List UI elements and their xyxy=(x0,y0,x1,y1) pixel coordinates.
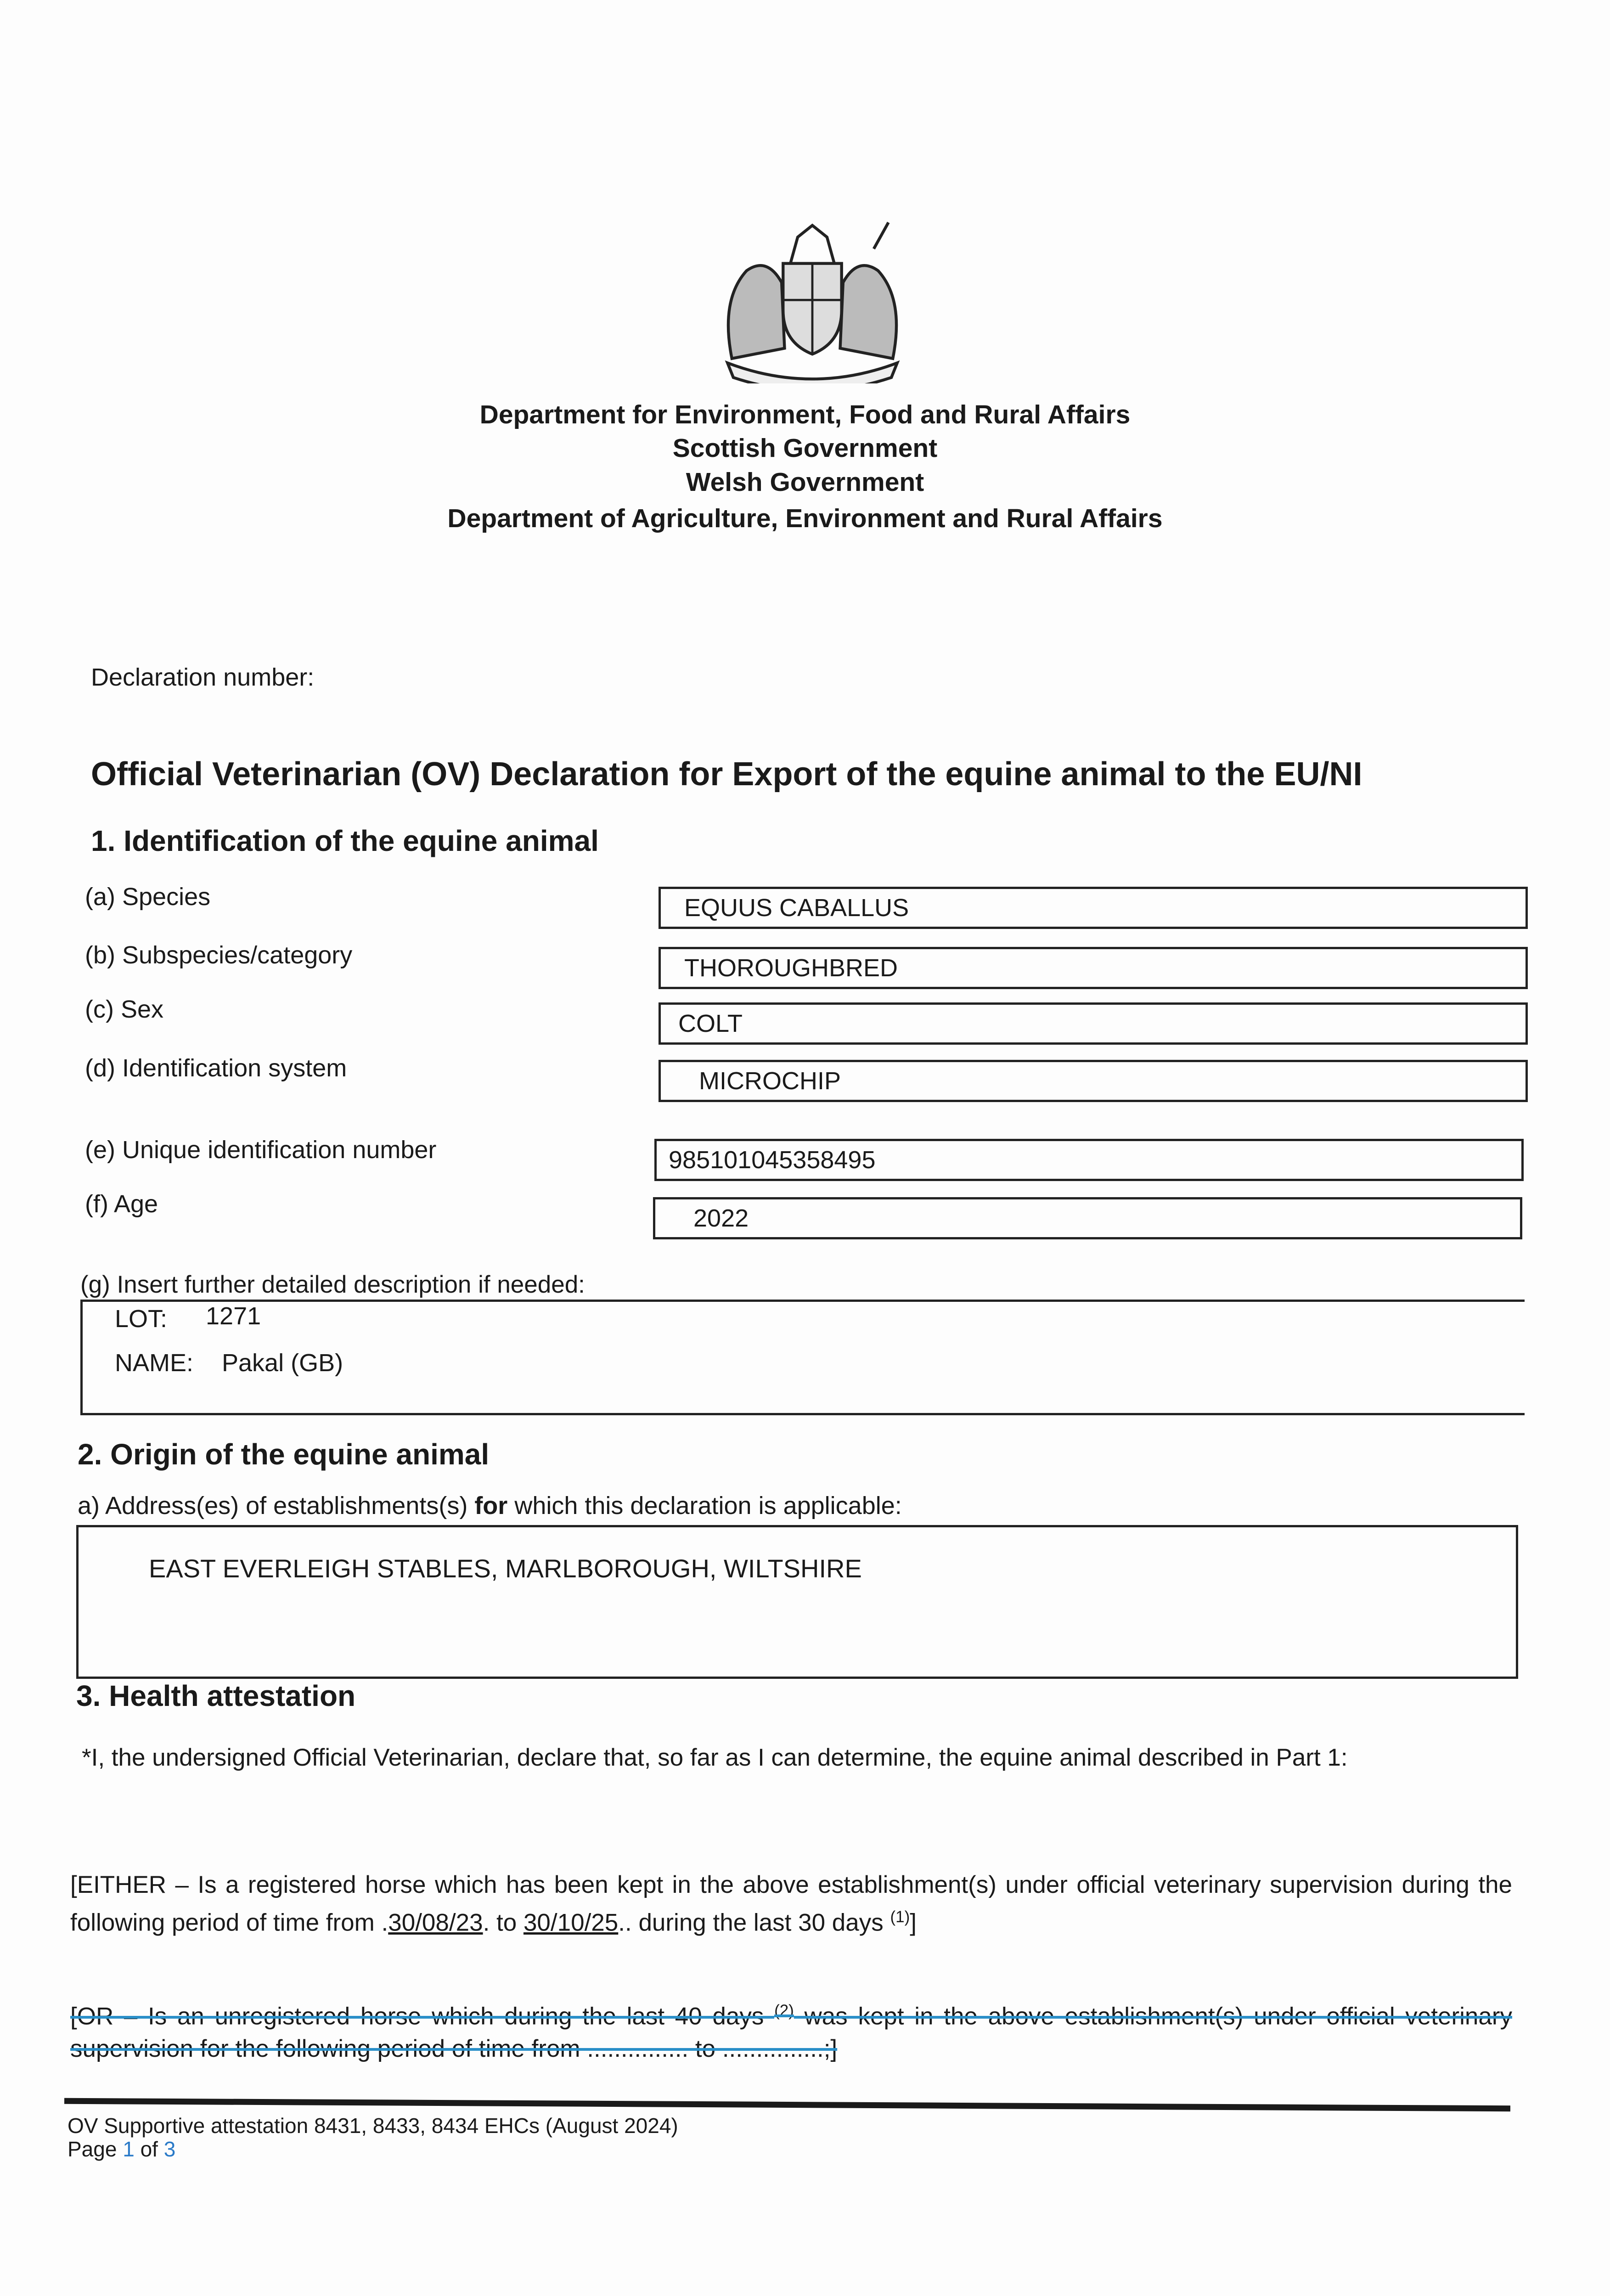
id-system-field[interactable]: MICROCHIP xyxy=(659,1060,1528,1102)
page-word: Page xyxy=(68,2137,123,2161)
label-bold: for xyxy=(474,1492,508,1519)
header-line: Welsh Government xyxy=(686,467,924,497)
address-box[interactable] xyxy=(76,1525,1518,1679)
uid-field[interactable]: 985101045358495 xyxy=(654,1139,1524,1181)
name-label: NAME: xyxy=(115,1349,194,1377)
header-line: Department for Environment, Food and Rural Affairs xyxy=(479,400,1131,429)
footer-reference: OV Supportive attestation 8431, 8433, 8434 EHCs (August 2024) xyxy=(68,2114,678,2138)
header-line: Department of Agriculture, Environment and Rural Affairs xyxy=(447,504,1163,533)
health-intro: *I, the undersigned Official Veterinarian, declare that, so far as I can determine, the equine animal described in Part 1: xyxy=(82,1744,1348,1771)
id-system-label: (d) Identification system xyxy=(85,1054,347,1082)
sex-field[interactable]: COLT xyxy=(659,1002,1528,1045)
footnote-ref: (2) xyxy=(774,2002,794,2020)
address-value: EAST EVERLEIGH STABLES, MARLBOROUGH, WILTSHIRE xyxy=(149,1554,862,1583)
clause-text: .. during the last 30 days xyxy=(618,1909,890,1936)
establishment-label xyxy=(78,1491,902,1520)
age-field[interactable]: 2022 xyxy=(653,1197,1522,1239)
label-text: which this declaration is applicable: xyxy=(507,1492,902,1519)
further-description-label: (g) Insert further detailed description if needed: xyxy=(80,1271,585,1298)
section3-heading: 3. Health attestation xyxy=(76,1679,356,1712)
clause-text: . to xyxy=(483,1909,524,1936)
label-text: a) Address(es) of establishments(s) xyxy=(78,1492,475,1519)
page-total: 3 xyxy=(163,2137,176,2161)
clause-text: [OR – Is an unregistered horse which during the last 40 days xyxy=(70,2003,775,2030)
clause-text: ] xyxy=(910,1909,917,1936)
lot-value: 1271 xyxy=(206,1302,261,1330)
page-of: of xyxy=(134,2137,164,2161)
page-indicator xyxy=(68,2137,175,2161)
page-current: 1 xyxy=(123,2137,135,2161)
name-value: Pakal (GB) xyxy=(222,1349,343,1377)
page-title: Official Veterinarian (OV) Declaration for Export of the equine animal to the EU/NI xyxy=(91,756,1362,793)
species-label: (a) Species xyxy=(85,883,211,911)
species-field[interactable]: EQUUS CABALLUS xyxy=(659,887,1528,929)
declaration-number-label: Declaration number: xyxy=(91,664,315,691)
clause-text: [EITHER – Is a registered horse which has been kept in the above establishment(s) under official veterinary supervision during the following period of time from . xyxy=(70,1871,1512,1936)
header-line: Scottish Government xyxy=(672,433,938,463)
sex-label: (c) Sex xyxy=(85,996,164,1023)
royal-coat-of-arms-logo xyxy=(710,219,915,383)
section1-heading: 1. Identification of the equine animal xyxy=(91,824,599,857)
footer-divider xyxy=(64,2098,1510,2111)
lot-label: LOT: xyxy=(115,1305,168,1333)
uid-label: (e) Unique identification number xyxy=(85,1136,437,1164)
section2-heading: 2. Origin of the equine animal xyxy=(78,1438,490,1471)
or-clause-struck xyxy=(70,1995,1512,2065)
clause-text: was kept in the above establishment(s) under official veterinary supervision for the following period of time from ............... to ...............;] xyxy=(70,2003,1512,2062)
further-description-box[interactable] xyxy=(80,1300,1525,1415)
footnote-ref: (1) xyxy=(890,1908,910,1926)
subspecies-label: (b) Subspecies/category xyxy=(85,941,353,969)
subspecies-field[interactable]: THOROUGHBRED xyxy=(659,947,1528,989)
from-date: 30/08/23 xyxy=(388,1909,483,1936)
age-label: (f) Age xyxy=(85,1190,158,1218)
to-date: 30/10/25 xyxy=(523,1909,619,1936)
either-clause xyxy=(70,1869,1512,1939)
